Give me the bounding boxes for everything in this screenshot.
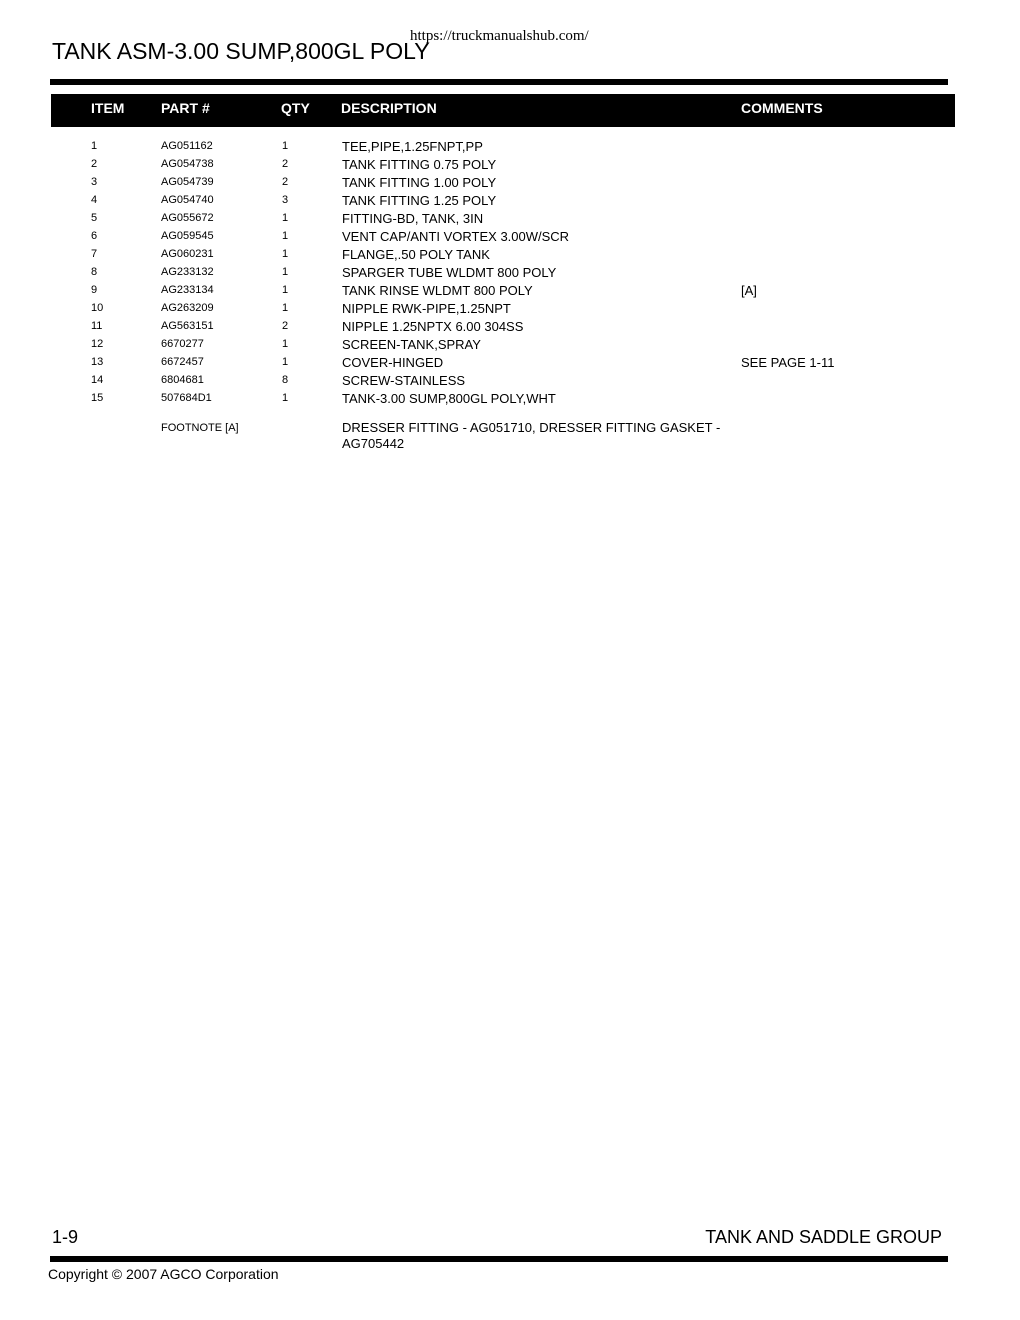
part-number-cell: 6672457 (161, 356, 204, 368)
top-divider (50, 79, 948, 85)
item-number-cell: 15 (91, 392, 104, 404)
footnote-text: DRESSER FITTING - AG051710, DRESSER FITTING GASKET - AG705442 (342, 420, 721, 451)
part-number-cell: AG263209 (161, 302, 214, 314)
quantity-cell: 1 (282, 302, 289, 314)
copyright-notice: Copyright © 2007 AGCO Corporation (48, 1266, 279, 1282)
item-number-cell: 13 (91, 356, 104, 368)
part-number-cell: 507684D1 (161, 392, 212, 404)
description-cell: FITTING-BD, TANK, 3IN (342, 211, 484, 226)
table-row (0, 317, 1020, 335)
part-number-cell: AG051162 (161, 140, 213, 152)
table-row (0, 389, 1020, 407)
column-header-description: DESCRIPTION (341, 100, 437, 116)
comments-cell: SEE PAGE 1-11 (741, 355, 835, 370)
item-number-cell: 5 (91, 212, 98, 224)
table-row (0, 281, 1020, 299)
column-header-part: PART # (161, 100, 210, 116)
item-number-cell: 10 (91, 302, 104, 314)
column-header-qty: QTY (281, 100, 310, 116)
item-number-cell: 4 (91, 194, 98, 206)
item-number-cell: 2 (91, 158, 98, 170)
table-row (0, 299, 1020, 317)
quantity-cell: 8 (282, 374, 289, 386)
item-number-cell: 11 (91, 320, 103, 332)
description-cell: SCREW-STAINLESS (342, 373, 466, 388)
quantity-cell: 3 (282, 194, 289, 206)
item-number-cell: 12 (91, 338, 104, 350)
description-cell: SCREEN-TANK,SPRAY (342, 337, 481, 352)
description-cell: SPARGER TUBE WLDMT 800 POLY (342, 265, 557, 280)
table-row (0, 137, 1020, 155)
part-number-cell: AG563151 (161, 320, 214, 332)
table-row (0, 173, 1020, 191)
item-number-cell: 3 (91, 176, 98, 188)
table-row (0, 353, 1020, 371)
quantity-cell: 1 (282, 140, 289, 152)
table-row (0, 263, 1020, 281)
item-number-cell: 6 (91, 230, 98, 242)
quantity-cell: 1 (282, 338, 289, 350)
watermark-url: https://truckmanualshub.com/ (410, 28, 589, 44)
description-cell: NIPPLE RWK-PIPE,1.25NPT (342, 301, 511, 316)
part-number-cell: AG233132 (161, 266, 214, 278)
quantity-cell: 1 (282, 284, 289, 296)
parts-table-body (0, 137, 1020, 407)
section-name: TANK AND SADDLE GROUP (705, 1227, 942, 1247)
description-cell: TANK FITTING 0.75 POLY (342, 157, 497, 172)
part-number-cell: AG054739 (161, 176, 214, 188)
bottom-divider (50, 1256, 948, 1262)
item-number-cell: 1 (91, 140, 98, 152)
quantity-cell: 1 (282, 212, 289, 224)
description-cell: FLANGE,.50 POLY TANK (342, 247, 490, 262)
description-cell: VENT CAP/ANTI VORTEX 3.00W/SCR (342, 229, 570, 244)
page-number: 1-9 (52, 1227, 79, 1247)
footnote-label: FOOTNOTE [A] (161, 422, 239, 434)
description-cell: TANK FITTING 1.25 POLY (342, 193, 497, 208)
description-cell: TANK-3.00 SUMP,800GL POLY,WHT (342, 391, 556, 406)
table-row (0, 227, 1020, 245)
quantity-cell: 1 (282, 392, 289, 404)
column-header-item: ITEM (91, 100, 125, 116)
part-number-cell: 6804681 (161, 374, 204, 386)
quantity-cell: 1 (282, 230, 289, 242)
quantity-cell: 1 (282, 266, 289, 278)
table-row (0, 155, 1020, 173)
part-number-cell: AG233134 (161, 284, 214, 296)
table-header (51, 94, 955, 127)
quantity-cell: 1 (282, 356, 289, 368)
comments-cell: [A] (741, 283, 757, 298)
quantity-cell: 2 (282, 320, 289, 332)
description-cell: TANK RINSE WLDMT 800 POLY (342, 283, 533, 298)
quantity-cell: 2 (282, 158, 289, 170)
part-number-cell: AG055672 (161, 212, 214, 224)
quantity-cell: 2 (282, 176, 289, 188)
table-row (0, 191, 1020, 209)
part-number-cell: 6670277 (161, 338, 204, 350)
item-number-cell: 8 (91, 266, 98, 278)
table-row (0, 335, 1020, 353)
item-number-cell: 7 (91, 248, 98, 260)
quantity-cell: 1 (282, 248, 289, 260)
part-number-cell: AG054738 (161, 158, 214, 170)
column-header-comments: COMMENTS (741, 100, 823, 116)
item-number-cell: 14 (91, 374, 104, 386)
table-row (0, 209, 1020, 227)
table-row (0, 245, 1020, 263)
page-title: TANK ASM-3.00 SUMP,800GL POLY (52, 38, 430, 64)
part-number-cell: AG059545 (161, 230, 214, 242)
part-number-cell: AG060231 (161, 248, 214, 260)
item-number-cell: 9 (91, 284, 98, 296)
table-row (0, 371, 1020, 389)
description-cell: TANK FITTING 1.00 POLY (342, 175, 497, 190)
description-cell: TEE,PIPE,1.25FNPT,PP (342, 139, 483, 154)
part-number-cell: AG054740 (161, 194, 214, 206)
description-cell: COVER-HINGED (342, 355, 444, 370)
description-cell: NIPPLE 1.25NPTX 6.00 304SS (342, 319, 524, 334)
